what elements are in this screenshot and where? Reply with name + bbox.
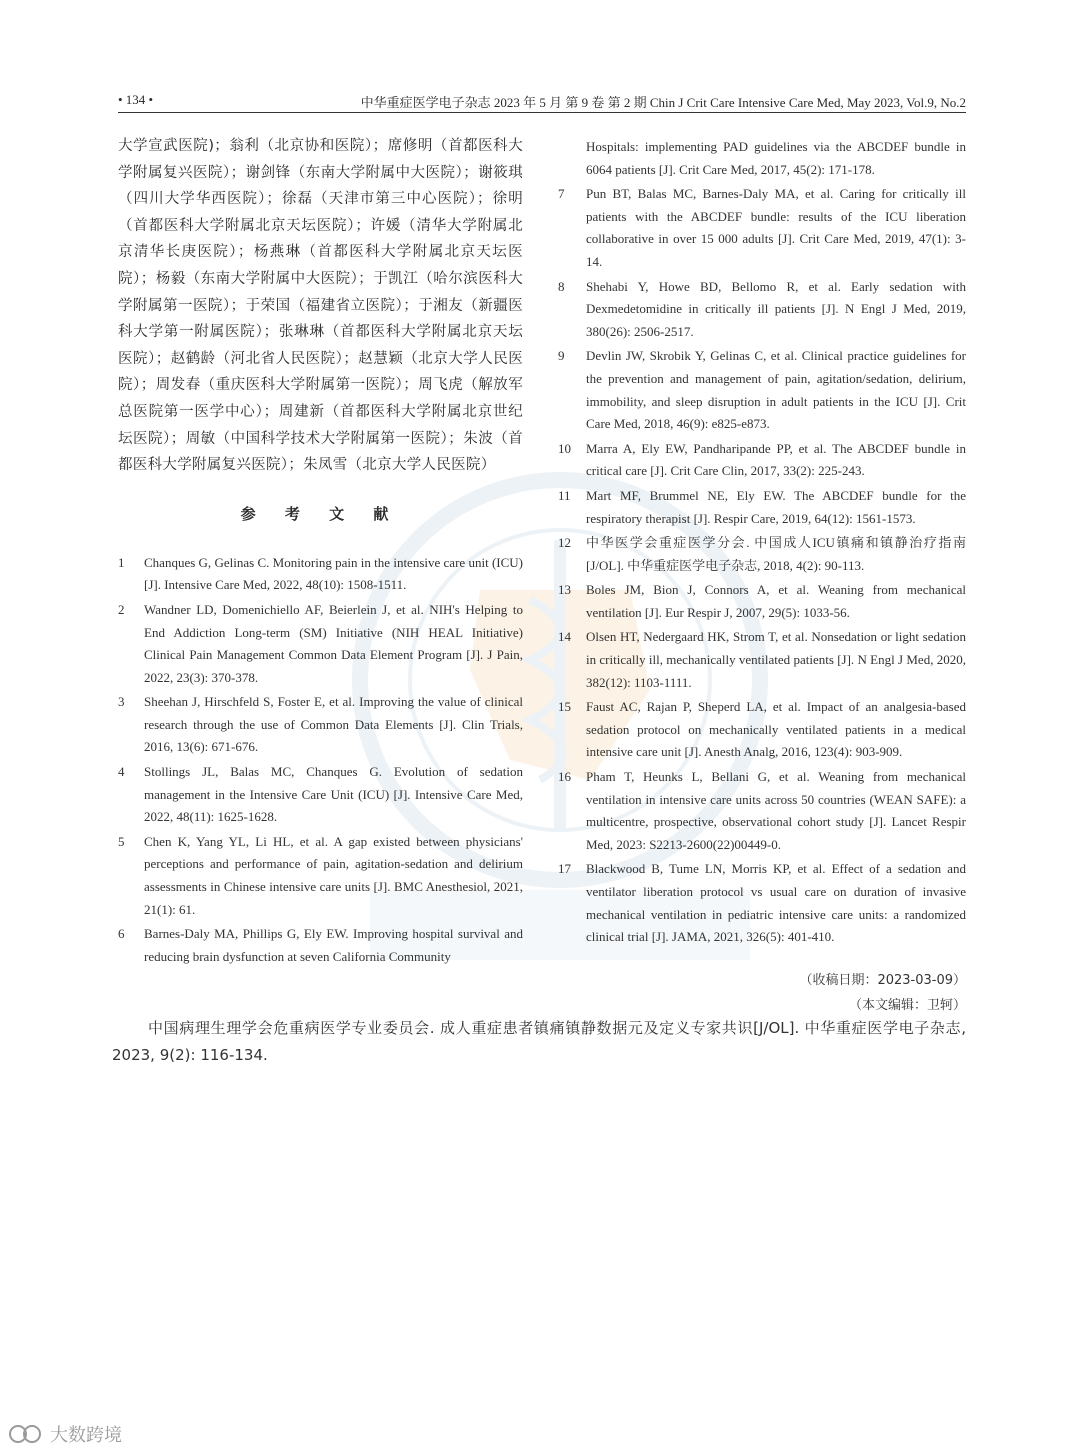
reference-text: Pun BT, Balas MC, Barnes-Daly MA, et al. Caring for critically ill patients with the ABCDEF bundle: results of the ICU liberation collaborative in over 15 000 adults [J]. Crit Care Med, 2019, 47(1): 3-14. (586, 186, 966, 269)
reference-number: 8 (558, 278, 565, 294)
reference-number: 14 (558, 629, 571, 645)
reference-number: 1 (118, 554, 125, 570)
reference-text: Pham T, Heunks L, Bellani G, et al. Weaning from mechanical ventilation in intensive care units across 50 countries (WEAN SAFE): a multicentre, prospective, observational cohort study [J]. Lancet Respir Med, 2023: S2213-2600(22)00449-0. (586, 769, 966, 852)
editor-note: （本文编辑：卫轲） (848, 997, 966, 1013)
reference-text: Wandner LD, Domenichiello AF, Beierlein J, et al. NIH's Helping to End Addiction Long-term (SM) Initiative (NIH HEAL Initiative) Clinical Pain Management Common Data Element Program [J]. J Pain, 2022, 23(3): 370-378. (144, 601, 523, 685)
journal-info: 中华重症医学电子杂志 2023 年 5 月 第 9 卷 第 2 期 Chin J Crit Care Intensive Care Med, May 2023, Vol.9, No.2 (360, 95, 966, 110)
reference-number: 4 (118, 764, 125, 780)
reference-text: Olsen HT, Nedergaard HK, Strom T, et al. Nonsedation or light sedation in critically ill, mechanically ventilated patients [J]. N Engl J Med, 2020, 382(12): 1103-1111. (586, 629, 966, 690)
reference-number: 7 (558, 186, 565, 202)
references-heading: 参 考 文 献 (240, 504, 401, 523)
reference-text: Shehabi Y, Howe BD, Bellomo R, et al. Early sedation with Dexmedetomidine in critically ill patients [J]. N Engl J Med, 2019, 380(26): 2506-2517. (586, 278, 966, 339)
reference-item (558, 485, 966, 530)
reference-item (558, 858, 966, 948)
reference-text: Mart MF, Brummel NE, Ely EW. The ABCDEF bundle for the respiratory therapist [J]. Respir Care, 2019, 64(12): 1561-1573. (586, 487, 966, 526)
citation-text: 中国病理生理学会危重病医学专业委员会. 成人重症患者镇痛镇静数据元及定义专家共识[J/OL]. 中华重症医学电子杂志, 2023, 9(2): 116-134. (112, 1019, 966, 1064)
footer-brand (8, 1420, 122, 1448)
reference-item (118, 761, 523, 829)
reference-item (118, 923, 523, 968)
footer-brand-text: 大数跨境 (50, 1425, 122, 1446)
reference-item (558, 345, 966, 435)
reference-text: Marra A, Ely EW, Pandharipande PP, et al. The ABCDEF bundle in critical care [J]. Crit Care Clin, 2017, 33(2): 225-243. (586, 440, 966, 479)
reference-number: 13 (558, 582, 571, 598)
reference-item (118, 831, 523, 921)
reference-item (558, 579, 966, 624)
reference-number: 16 (558, 769, 571, 785)
reference-text: Devlin JW, Skrobik Y, Gelinas C, et al. Clinical practice guidelines for the prevention and management of pain, agitation/sedation, delirium, immobility, and sleep disruption in adult patients in the ICU [J]. Crit Care Med, 2018, 46(9): e825-e873. (586, 348, 966, 432)
left-column (118, 133, 523, 970)
reference-item (558, 532, 966, 577)
reference-text: Faust AC, Rajan P, Sheperd LA, et al. Impact of an analgesia-based sedation protocol on mechanically ventilated patients in a medical intensive care unit [J]. Anesth Analg, 2016, 123(4): 903-909. (586, 699, 966, 760)
reference-item (558, 276, 966, 344)
page-number: • 134 • (118, 92, 154, 107)
reference-number: 11 (558, 487, 571, 503)
reference-number: 9 (558, 348, 565, 364)
reference-number: 6 (118, 926, 125, 942)
reference-number: 5 (118, 833, 125, 849)
reference-text: Chen K, Yang YL, Li HL, et al. A gap existed between physicians' perceptions and performance of pain, agitation-sedation and delirium assessments in Chinese intensive care units [J]. BMC Anesthesiol, 2021, 21(1): 61. (144, 833, 523, 917)
reference-text: Chanques G, Gelinas C. Monitoring pain in the intensive care unit (ICU) [J]. Intensive Care Med, 2022, 48(10): 1508-1511. (144, 554, 523, 593)
reference-text: Barnes-Daly MA, Phillips G, Ely EW. Improving hospital survival and reducing brain dysfunction at seven California Community (144, 926, 523, 964)
reference-number: 17 (558, 861, 571, 877)
reference-number: 10 (558, 440, 571, 456)
reference-item (558, 438, 966, 483)
reference-number: 15 (558, 699, 571, 715)
reference-item (558, 766, 966, 856)
reference-text: Blackwood B, Tume LN, Morris KP, et al. Effect of a sedation and ventilator liberation protocol vs usual care on duration of invasive mechanical ventilation in pediatric intensive care units: a randomized clinical trial [J]. JAMA, 2021, 326(5): 401-410. (586, 861, 966, 945)
reference-item (118, 552, 523, 597)
reference-item (558, 183, 966, 273)
reference-number: 3 (118, 694, 125, 710)
reference-text: 中华医学会重症医学分会. 中国成人ICU镇痛和镇静治疗指南 [J/OL]. 中华重症医学电子杂志, 2018, 4(2): 90-113. (586, 535, 966, 573)
reference-number: 2 (118, 601, 125, 617)
acknowledgement-text: 大学宣武医院)；翁利（北京协和医院）；席修明（首都医科大学附属复兴医院）；谢剑锋（东南大学附属中大医院）；谢筱琪（四川大学华西医院）；徐磊（天津市第三中心医院）；徐明（首都医科大学附属北京天坛医院）；许媛（清华大学附属北京清华长庚医院）；杨燕琳（首都医科大学附属北京天坛医院）；杨毅（东南大学附属中大医院）；于凯江（哈尔滨医科大学附属第一医院）；于荣国（福建省立医院）；于湘友（新疆医科大学第一附属医院）；张琳琳（首都医科大学附属北京天坛医院）；赵鹤龄（河北省人民医院）；赵慧颖（北京大学人民医院）；周发春（重庆医科大学附属第一医院）；周飞虎（解放军总医院第一医学中心）；周建新（首都医科大学附属北京世纪坛医院）；周敏（中国科学技术大学附属第一医院）；朱波（首都医科大学附属复兴医院）；朱凤雪（北京大学人民医院） (118, 138, 523, 474)
running-header (118, 88, 966, 113)
reference-item (118, 599, 523, 689)
reference-item (558, 626, 966, 694)
reference-item (118, 691, 523, 759)
brand-logo-icon (8, 1423, 44, 1445)
reference-number: 12 (558, 535, 571, 551)
reference-text: Stollings JL, Balas MC, Chanques G. Evolution of sedation management in the Intensive Care Unit (ICU) [J]. Intensive Care Med, 2022, 48(11): 1625-1628. (144, 764, 523, 825)
right-column (558, 136, 966, 1013)
reference-continuation: Hospitals: implementing PAD guidelines via the ABCDEF bundle in 6064 patients [J]. Crit Care Med, 2017, 45(2): 171-178. (586, 139, 966, 177)
reference-item (558, 696, 966, 764)
received-date: （收稿日期：2023-03-09） (799, 972, 966, 988)
reference-text: Boles JM, Bion J, Connors A, et al. Weaning from mechanical ventilation [J]. Eur Respir J, 2007, 29(5): 1033-56. (586, 582, 966, 620)
reference-text: Sheehan J, Hirschfeld S, Foster E, et al. Improving the value of clinical research through the use of Common Data Elements [J]. Clin Trials, 2016, 13(6): 671-676. (144, 694, 523, 755)
